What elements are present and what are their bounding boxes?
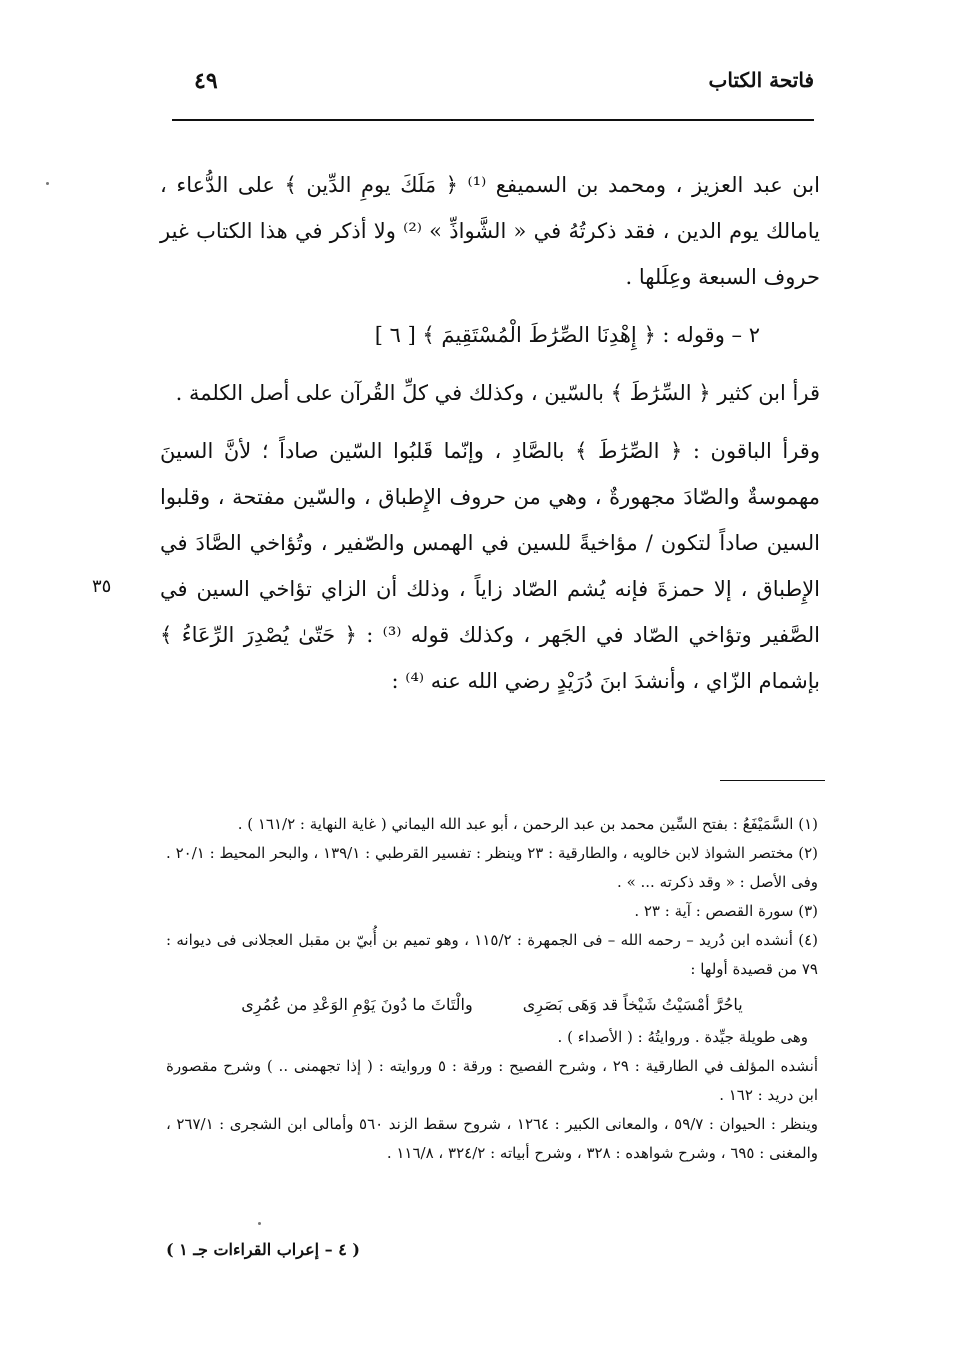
page-number: ٤٩ [194,68,218,94]
paragraph-1: ابن عبد العزيز ، ومحمد بن السميفع ⁽¹⁾ ﴿ مَلَكَ يومِ الدِّين ﴾ على الدُّعاء ، يامالك يوم الدين ، فقد ذكرتُهُ في « الشَّواذِّ » ⁽²⁾ ولا أذكر في هذا الكتاب غير حروف السبعة وعِلَلها . [160,173,821,289]
poem-verse [166,990,818,1019]
poem-first-hemistich: ياحُرَّ أمْسَيْتُ شَيْخاً قد وَهَى بَصَرِى [522,995,743,1014]
poem-second-hemistich: والْتَاثَ ما دُونَ يَوْمِ الوَعْدِ من عُمُرِى [241,995,473,1014]
paragraph-3: وقرأ الباقون : ﴿ الصِّرَٰطَ ﴾ بالصَّادِ ، وإنّما قَلبُوا السّين صاداً ؛ لأنَّ السينَ مهموسةٌ والصّادَ مجهورةٌ ، وهي من حروف الإِطباق ، والسّين مفتحة ، وقلبوا السين صاداً لتكون / مؤاخيةً للسين في الهمس والصّفير ، وتُؤاخي الصَّادَ في الإِطباق ، إلا حمزةَ فإنه يُشم الصّاد زاياً ، وذلك أن الزاي تؤاخي السين في الصَّفير وتؤاخي الصّاد في الجَهر ، وكذلك قوله ⁽³⁾ : ﴿ حَتّىٰ يُصْدِرَ الرِّعَاءُ ﴾ بإشمام الزّاي ، وأنشدَ ابنَ دُرَيْدٍ رضي الله عنه ⁽⁴⁾ : [160,439,821,693]
footnote-4-note: وهى طويلة جيِّدة . وروايتُهُ : ( الأصداء ) . [557,1028,808,1046]
page-header [172,68,814,108]
footnote-4-sources: أنشده المؤلف في الطارقية : ٢٩ ، وشرح الفصيح : ورقة : ٥ وروايته : ( إذا تجهمنى .. ) وشرح مقصورة ابن دريد : ١٦٢ . [166,1057,819,1104]
scan-speck [46,182,49,185]
chapter-title: فاتحة الكتاب [708,68,814,92]
footnote-2: (٢) مختصر الشواذ لابن خالويه ، والطارقية : ٢٣ وينظر : تفسير القرطبي : ١٣٩/١ ، والبحر المحيط : ٢٠/١ . وفى الأصل : « وقد ذكرته ... » . [166,844,818,891]
paragraph-2: قرأ ابن كثير ﴿ السِّرَٰطَ ﴾ بالسّين ، وكذلك في كلِّ القُرآن على أصل الكلمة . [175,381,820,405]
scan-speck [258,1222,261,1225]
footnotes [166,810,818,1168]
footnote-4: (٤) أنشده ابن دُريد – رحمه الله – فى الجمهرة : ١١٥/٢ ، وهو تميم بن أُبيّ بن مقبل العجلانى فى ديوانه : ٧٩ من قصيدة أولها : [166,931,818,978]
footnote-divider [720,780,825,781]
verse-heading: ٢ – وقوله : ﴿ إِهْدِنَا الصِّرَٰطَ الْمُسْتَقِيمَ ﴾ [ ٦ ] [374,323,760,347]
footnote-3: (٣) سورة القصص : آية : ٢٣ . [634,902,818,920]
header-divider [172,119,814,121]
margin-folio-number: ٣٥ [92,576,112,597]
footnote-1: (١) السَّمَيْفَعُ : بفتح السِّين محمد بن عبد الرحمن ، أبو عبد الله اليماني ( غاية النهاية : ١٦١/٢ ) . [237,815,818,833]
main-text [160,162,820,704]
footnote-4-references: وينظر : الحيوان : ٥٩/٧ ، والمعانى الكبير : ١٢٦٤ ، شروح سقط الزند ٥٦٠ وأمالى ابن الشجرى : ٢٦٧/١ ، والمغنى : ٦٩٥ ، وشرح شواهده : ٣٢٨ ، وشرح أبياته : ٣٢٤/٢ ، ١١٦/٨ . [166,1115,818,1162]
signature-label: ( ٤ – إعراب القراءات جـ ١ ) [166,1240,360,1259]
